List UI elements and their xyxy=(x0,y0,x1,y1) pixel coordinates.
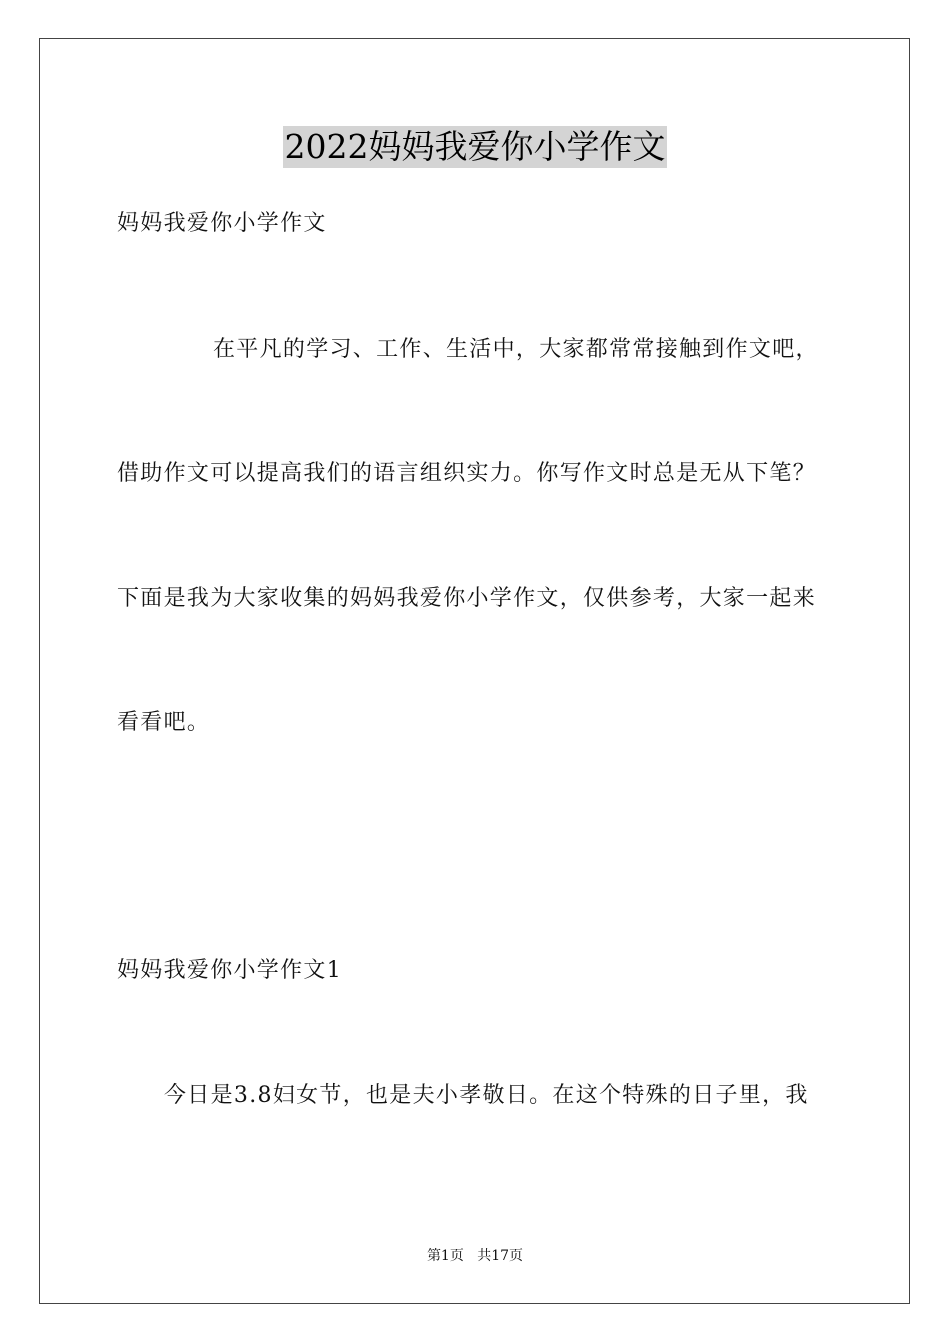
paragraph-line: 在平凡的学习、工作、生活中，大家都常常接触到作文吧， xyxy=(213,337,819,362)
section-heading: 妈妈我爱你小学作文1 xyxy=(117,958,342,983)
paragraph-line: 借助作文可以提高我们的语言组织实力。你写作文时总是无从下笔？ xyxy=(117,461,817,486)
page-number: 第1页 xyxy=(426,1248,464,1264)
paragraph-line: 下面是我为大家收集的妈妈我爱你小学作文，仅供参考，大家一起来 xyxy=(117,586,817,611)
paragraph-line: 看看吧。 xyxy=(117,710,211,735)
page-total: 共17页 xyxy=(477,1248,524,1264)
subtitle: 妈妈我爱你小学作文 xyxy=(117,211,327,236)
document-title: 2022妈妈我爱你小学作文 xyxy=(284,127,666,166)
paragraph-line: 今日是3.8妇女节，也是夫小孝敬日。在这个特殊的日子里，我 xyxy=(164,1083,809,1108)
title-container xyxy=(0,126,950,168)
page-footer xyxy=(0,1247,950,1265)
